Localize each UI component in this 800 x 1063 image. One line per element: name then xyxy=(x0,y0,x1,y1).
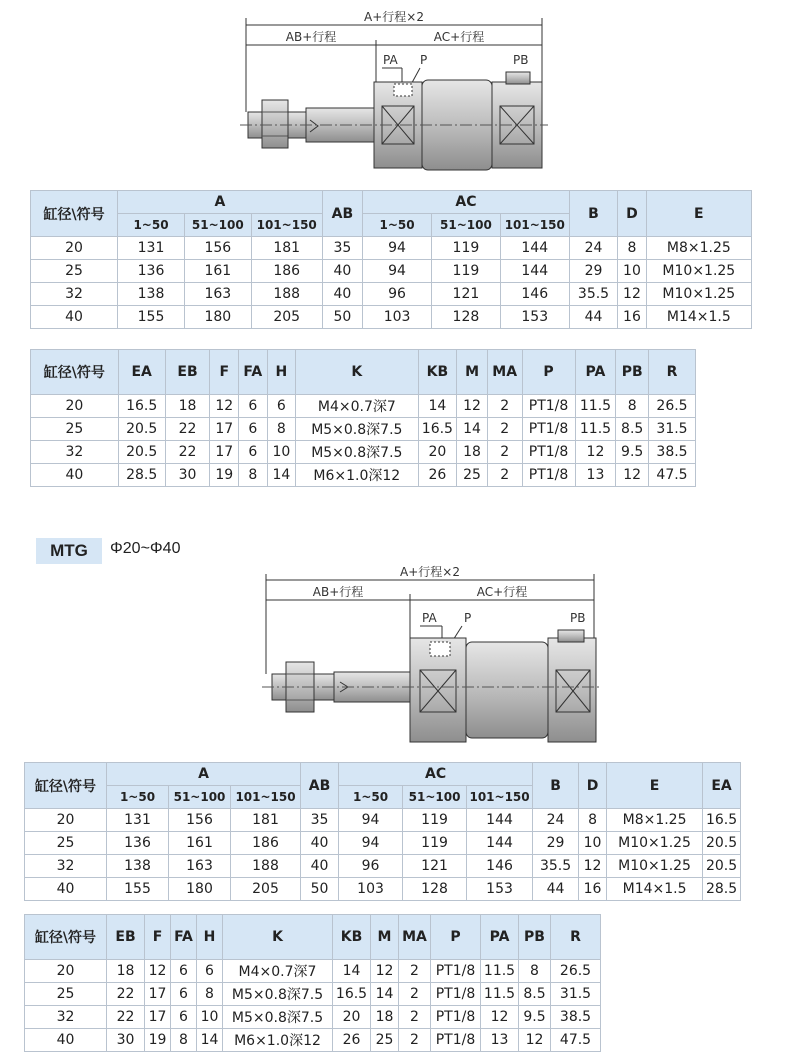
table-cell: 19 xyxy=(145,1029,171,1052)
table-cell: 16 xyxy=(618,306,646,329)
table-row xyxy=(25,878,741,901)
table-cell: 153 xyxy=(467,878,533,901)
header-m: M xyxy=(371,915,399,960)
table-cell: 16.5 xyxy=(418,418,457,441)
table-cell: 14 xyxy=(418,395,457,418)
table-cell: 136 xyxy=(107,832,169,855)
table-cell: 103 xyxy=(363,306,432,329)
table-cell: 30 xyxy=(165,464,210,487)
cylinder-drawing-top-svg xyxy=(0,0,800,190)
table-cell: 47.5 xyxy=(648,464,695,487)
table-cell: 2 xyxy=(399,1006,431,1029)
dim-ac-label: AC+行程 xyxy=(476,585,528,599)
header-r: R xyxy=(648,350,695,395)
table-cell: 144 xyxy=(467,832,533,855)
table-cell: PT1/8 xyxy=(431,960,481,983)
table-cell: 10 xyxy=(197,1006,223,1029)
table-cell: 9.5 xyxy=(519,1006,551,1029)
table-cell: 13 xyxy=(481,1029,519,1052)
header-pa: PA xyxy=(481,915,519,960)
cylinder-drawing-mtg-svg xyxy=(0,562,800,762)
table-cell: 20 xyxy=(333,1006,371,1029)
table-cell: M10×1.25 xyxy=(646,260,751,283)
table-cell: 2 xyxy=(399,983,431,1006)
header-e: E xyxy=(646,191,751,237)
subheader: 1~50 xyxy=(107,786,169,809)
table-cell: 6 xyxy=(239,418,268,441)
table-row xyxy=(31,237,752,260)
table-cell: 146 xyxy=(467,855,533,878)
table-cell: 156 xyxy=(184,237,251,260)
table-cell: 31.5 xyxy=(551,983,601,1006)
header-e: E xyxy=(607,763,703,809)
header-bore: 缸径\符号 xyxy=(25,763,107,809)
table-cell: 26 xyxy=(418,464,457,487)
table-cell: 180 xyxy=(184,306,251,329)
table-row xyxy=(31,464,696,487)
table-cell: 18 xyxy=(371,1006,399,1029)
table-cell: 44 xyxy=(533,878,579,901)
table-cell: 11.5 xyxy=(481,983,519,1006)
table-cell: 8.5 xyxy=(519,983,551,1006)
table-cell: PT1/8 xyxy=(522,441,575,464)
table-cell: 22 xyxy=(107,983,145,1006)
table-cell: 163 xyxy=(169,855,231,878)
table-cell: 12 xyxy=(579,855,607,878)
table-row xyxy=(31,395,696,418)
table-cell: 181 xyxy=(251,237,322,260)
header-ac: AC xyxy=(363,191,570,214)
table-cell: PT1/8 xyxy=(431,1006,481,1029)
subheader: 1~50 xyxy=(118,214,185,237)
table-cell: 20 xyxy=(25,809,107,832)
table-cell: 153 xyxy=(500,306,569,329)
table-cell: 17 xyxy=(145,983,171,1006)
table-cell: 161 xyxy=(184,260,251,283)
table-cell: 6 xyxy=(267,395,296,418)
table-cell: 205 xyxy=(231,878,301,901)
table-row xyxy=(31,418,696,441)
table-cell: 13 xyxy=(575,464,616,487)
table-cell: M5×0.8深7.5 xyxy=(223,983,333,1006)
table-cell: 38.5 xyxy=(551,1006,601,1029)
dimension-table-2 xyxy=(30,349,696,487)
table-cell: 12 xyxy=(145,960,171,983)
table-cell: 188 xyxy=(231,855,301,878)
header-kb: KB xyxy=(333,915,371,960)
port-pb-label: PB xyxy=(570,611,586,625)
table-cell: 121 xyxy=(431,283,500,306)
header-eb: EB xyxy=(165,350,210,395)
table-cell: 17 xyxy=(210,441,239,464)
header-ea: EA xyxy=(118,350,165,395)
table-cell: 40 xyxy=(25,878,107,901)
table-cell: 11.5 xyxy=(481,960,519,983)
table-cell: 144 xyxy=(500,237,569,260)
table-cell: 28.5 xyxy=(703,878,741,901)
subheader: 51~100 xyxy=(184,214,251,237)
table-cell: PT1/8 xyxy=(522,418,575,441)
table-cell: 2 xyxy=(487,441,522,464)
table-cell: 24 xyxy=(569,237,618,260)
table-cell: 138 xyxy=(118,283,185,306)
header-bore: 缸径\符号 xyxy=(31,191,118,237)
table-cell: 18 xyxy=(107,960,145,983)
table-cell: 8 xyxy=(579,809,607,832)
header-b: B xyxy=(533,763,579,809)
header-ab: AB xyxy=(322,191,363,237)
header-p: P xyxy=(522,350,575,395)
header-h: H xyxy=(267,350,296,395)
table-cell: 119 xyxy=(403,809,467,832)
header-p: P xyxy=(431,915,481,960)
table-cell: 6 xyxy=(171,1006,197,1029)
table-cell: 22 xyxy=(165,418,210,441)
table-cell: 12 xyxy=(371,960,399,983)
table-cell: M6×1.0深12 xyxy=(296,464,418,487)
table-cell: 138 xyxy=(107,855,169,878)
dim-ab-label: AB+行程 xyxy=(285,30,337,44)
cylinder-drawing-mtg xyxy=(0,562,800,762)
table-cell: 40 xyxy=(31,464,119,487)
table-cell: 14 xyxy=(267,464,296,487)
table-cell: M8×1.25 xyxy=(607,809,703,832)
table-row xyxy=(25,960,601,983)
table-cell: 32 xyxy=(25,855,107,878)
table-cell: 121 xyxy=(403,855,467,878)
dim-total-label: A+行程×2 xyxy=(364,10,424,24)
table-cell: 20.5 xyxy=(703,832,741,855)
port-pb-label: PB xyxy=(513,53,529,67)
table-cell: 163 xyxy=(184,283,251,306)
subheader: 101~150 xyxy=(251,214,322,237)
header-pb: PB xyxy=(616,350,649,395)
table-cell: 128 xyxy=(431,306,500,329)
table-cell: 2 xyxy=(399,1029,431,1052)
table-cell: 12 xyxy=(519,1029,551,1052)
table-cell: 12 xyxy=(616,464,649,487)
header-ma: MA xyxy=(399,915,431,960)
table-cell: 8 xyxy=(519,960,551,983)
table-cell: M14×1.5 xyxy=(646,306,751,329)
table-cell: 119 xyxy=(431,260,500,283)
table-cell: PT1/8 xyxy=(431,1029,481,1052)
table-cell: 119 xyxy=(431,237,500,260)
header-ea: EA xyxy=(703,763,741,809)
table-cell: 16.5 xyxy=(333,983,371,1006)
table-cell: 14 xyxy=(333,960,371,983)
table-cell: 40 xyxy=(301,832,339,855)
table-cell: 2 xyxy=(487,464,522,487)
port-p-label: P xyxy=(420,53,428,67)
table-cell: M10×1.25 xyxy=(607,855,703,878)
table-cell: 19 xyxy=(210,464,239,487)
table-cell: M14×1.5 xyxy=(607,878,703,901)
table-cell: M8×1.25 xyxy=(646,237,751,260)
table-cell: 20 xyxy=(418,441,457,464)
subheader: 101~150 xyxy=(231,786,301,809)
table-cell: M4×0.7深7 xyxy=(296,395,418,418)
table-cell: 18 xyxy=(457,441,488,464)
header-k: K xyxy=(223,915,333,960)
table-cell: 31.5 xyxy=(648,418,695,441)
cylinder-drawing-top xyxy=(0,0,800,190)
table-cell: 35.5 xyxy=(569,283,618,306)
table-cell: 136 xyxy=(118,260,185,283)
header-k: K xyxy=(296,350,418,395)
table-cell: 94 xyxy=(339,809,403,832)
table-cell: 8 xyxy=(171,1029,197,1052)
subheader: 1~50 xyxy=(363,214,432,237)
table-cell: 8 xyxy=(267,418,296,441)
header-h: H xyxy=(197,915,223,960)
header-bore: 缸径\符号 xyxy=(31,350,119,395)
header-bore: 缸径\符号 xyxy=(25,915,107,960)
dimension-table-4 xyxy=(24,914,601,1052)
table-cell: M10×1.25 xyxy=(607,832,703,855)
table-cell: 40 xyxy=(25,1029,107,1052)
table-cell: 8 xyxy=(197,983,223,1006)
header-ab: AB xyxy=(301,763,339,809)
port-pa-label: PA xyxy=(383,53,398,67)
table-cell: 29 xyxy=(569,260,618,283)
table-cell: 20.5 xyxy=(118,441,165,464)
table-cell: 6 xyxy=(171,960,197,983)
header-a: A xyxy=(107,763,301,786)
table-cell: 25 xyxy=(457,464,488,487)
table-cell: 6 xyxy=(171,983,197,1006)
table-cell: 94 xyxy=(339,832,403,855)
port-pa-label: PA xyxy=(422,611,437,625)
table-cell: M5×0.8深7.5 xyxy=(296,441,418,464)
table-row xyxy=(25,855,741,878)
header-d: D xyxy=(579,763,607,809)
table-cell: 25 xyxy=(31,418,119,441)
table-cell: 50 xyxy=(301,878,339,901)
table-cell: 144 xyxy=(500,260,569,283)
table-row xyxy=(31,306,752,329)
header-ac: AC xyxy=(339,763,533,786)
table-cell: M10×1.25 xyxy=(646,283,751,306)
bore-range: Φ20~Φ40 xyxy=(110,540,181,557)
header-f: F xyxy=(210,350,239,395)
table-cell: 10 xyxy=(618,260,646,283)
table-cell: 28.5 xyxy=(118,464,165,487)
table-cell: 2 xyxy=(487,418,522,441)
table-cell: 12 xyxy=(575,441,616,464)
header-r: R xyxy=(551,915,601,960)
table-cell: 16.5 xyxy=(118,395,165,418)
table-cell: 35 xyxy=(322,237,363,260)
table-cell: 25 xyxy=(371,1029,399,1052)
table-cell: 8.5 xyxy=(616,418,649,441)
table-cell: 2 xyxy=(399,960,431,983)
table-row xyxy=(25,832,741,855)
table-cell: 25 xyxy=(25,983,107,1006)
table-cell: 8 xyxy=(239,464,268,487)
table-cell: 40 xyxy=(322,260,363,283)
table-cell: PT1/8 xyxy=(522,464,575,487)
table-cell: 94 xyxy=(363,260,432,283)
dim-ac-label: AC+行程 xyxy=(433,30,485,44)
table-row xyxy=(25,809,741,832)
dimension-table-3 xyxy=(24,762,741,901)
table-cell: 20 xyxy=(31,395,119,418)
table-cell: 20 xyxy=(31,237,118,260)
header-kb: KB xyxy=(418,350,457,395)
table-cell: 155 xyxy=(118,306,185,329)
table-row xyxy=(31,283,752,306)
table-row xyxy=(25,1029,601,1052)
table-cell: 131 xyxy=(107,809,169,832)
table-cell: 25 xyxy=(31,260,118,283)
subheader: 51~100 xyxy=(403,786,467,809)
table-cell: 12 xyxy=(457,395,488,418)
dim-total-label: A+行程×2 xyxy=(400,565,460,579)
table-cell: 32 xyxy=(31,441,119,464)
table-cell: 12 xyxy=(210,395,239,418)
subheader: 101~150 xyxy=(467,786,533,809)
table-cell: 29 xyxy=(533,832,579,855)
table-cell: 12 xyxy=(481,1006,519,1029)
table-cell: 9.5 xyxy=(616,441,649,464)
header-eb: EB xyxy=(107,915,145,960)
header-pb: PB xyxy=(519,915,551,960)
table-cell: 30 xyxy=(107,1029,145,1052)
table-cell: 6 xyxy=(239,395,268,418)
header-d: D xyxy=(618,191,646,237)
table-cell: 155 xyxy=(107,878,169,901)
table-cell: 146 xyxy=(500,283,569,306)
table-cell: 20 xyxy=(25,960,107,983)
table-cell: 14 xyxy=(457,418,488,441)
table-cell: 128 xyxy=(403,878,467,901)
table-cell: 96 xyxy=(339,855,403,878)
table-cell: 119 xyxy=(403,832,467,855)
header-ma: MA xyxy=(487,350,522,395)
table-cell: 14 xyxy=(371,983,399,1006)
table-cell: PT1/8 xyxy=(522,395,575,418)
table-cell: 17 xyxy=(145,1006,171,1029)
table-cell: 20.5 xyxy=(118,418,165,441)
table-cell: 24 xyxy=(533,809,579,832)
table-cell: 12 xyxy=(618,283,646,306)
table-cell: 94 xyxy=(363,237,432,260)
subheader: 1~50 xyxy=(339,786,403,809)
table-cell: 35 xyxy=(301,809,339,832)
table-row xyxy=(25,983,601,1006)
table-cell: 38.5 xyxy=(648,441,695,464)
table-cell: 6 xyxy=(197,960,223,983)
table-cell: 161 xyxy=(169,832,231,855)
table-row xyxy=(31,441,696,464)
port-p-label: P xyxy=(464,611,472,625)
header-b: B xyxy=(569,191,618,237)
table-cell: 32 xyxy=(31,283,118,306)
table-cell: 186 xyxy=(251,260,322,283)
table-cell: 186 xyxy=(231,832,301,855)
table-cell: 25 xyxy=(25,832,107,855)
table-cell: 188 xyxy=(251,283,322,306)
table-cell: 26.5 xyxy=(648,395,695,418)
table-cell: 156 xyxy=(169,809,231,832)
table-cell: 16 xyxy=(579,878,607,901)
table-cell: 8 xyxy=(616,395,649,418)
table-cell: 22 xyxy=(107,1006,145,1029)
table-cell: 47.5 xyxy=(551,1029,601,1052)
table-cell: 40 xyxy=(322,283,363,306)
table-cell: M4×0.7深7 xyxy=(223,960,333,983)
table-cell: 14 xyxy=(197,1029,223,1052)
model-label: MTG xyxy=(36,538,102,564)
subheader: 51~100 xyxy=(169,786,231,809)
header-f: F xyxy=(145,915,171,960)
dim-ab-label: AB+行程 xyxy=(312,585,364,599)
table-cell: 26 xyxy=(333,1029,371,1052)
header-m: M xyxy=(457,350,488,395)
table-cell: 40 xyxy=(301,855,339,878)
table-row xyxy=(25,1006,601,1029)
table-cell: 20.5 xyxy=(703,855,741,878)
table-cell: 131 xyxy=(118,237,185,260)
table-cell: 35.5 xyxy=(533,855,579,878)
dimension-table-1 xyxy=(30,190,752,329)
header-a: A xyxy=(118,191,323,214)
table-cell: 8 xyxy=(618,237,646,260)
table-cell: 144 xyxy=(467,809,533,832)
table-cell: M6×1.0深12 xyxy=(223,1029,333,1052)
table-cell: 205 xyxy=(251,306,322,329)
table-cell: M5×0.8深7.5 xyxy=(223,1006,333,1029)
table-cell: M5×0.8深7.5 xyxy=(296,418,418,441)
header-pa: PA xyxy=(575,350,616,395)
table-cell: 32 xyxy=(25,1006,107,1029)
table-cell: 10 xyxy=(267,441,296,464)
header-fa: FA xyxy=(239,350,268,395)
table-cell: 10 xyxy=(579,832,607,855)
table-cell: 2 xyxy=(487,395,522,418)
table-cell: 17 xyxy=(210,418,239,441)
table-cell: 50 xyxy=(322,306,363,329)
table-cell: 96 xyxy=(363,283,432,306)
table-cell: 181 xyxy=(231,809,301,832)
table-cell: 16.5 xyxy=(703,809,741,832)
table-cell: 44 xyxy=(569,306,618,329)
subheader: 101~150 xyxy=(500,214,569,237)
table-cell: 180 xyxy=(169,878,231,901)
table-cell: 103 xyxy=(339,878,403,901)
table-row xyxy=(31,260,752,283)
table-cell: 22 xyxy=(165,441,210,464)
table-cell: 6 xyxy=(239,441,268,464)
table-cell: 11.5 xyxy=(575,418,616,441)
table-cell: PT1/8 xyxy=(431,983,481,1006)
table-cell: 11.5 xyxy=(575,395,616,418)
subheader: 51~100 xyxy=(431,214,500,237)
table-cell: 18 xyxy=(165,395,210,418)
header-fa: FA xyxy=(171,915,197,960)
table-cell: 40 xyxy=(31,306,118,329)
table-cell: 26.5 xyxy=(551,960,601,983)
